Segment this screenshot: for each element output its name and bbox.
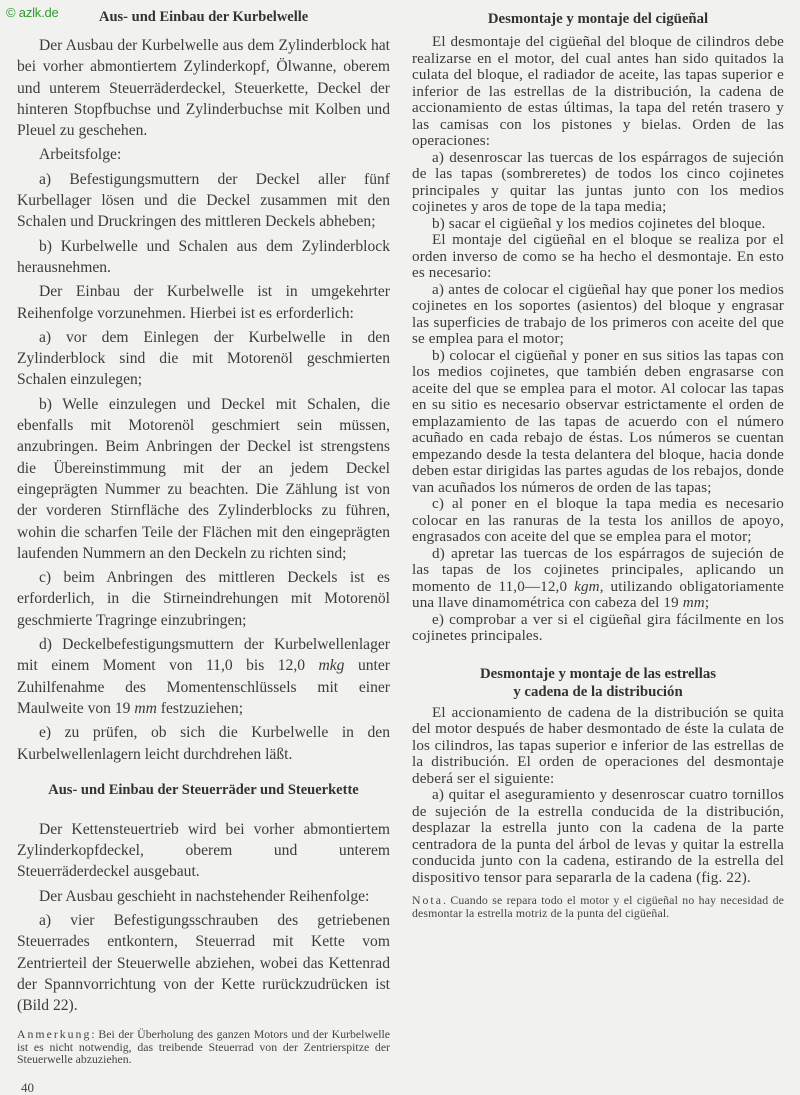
paragraph: El montaje del cigüeñal en el bloque se realiza por el orden inverso de como se ha hecho el desmontaje. En esto es necesario: xyxy=(412,232,784,281)
text: ; xyxy=(704,595,710,611)
note xyxy=(17,1028,390,1066)
paragraph: El desmontaje del cigüeñal del bloque de cilindros debe realizarse en el motor, del cual antes han sido quitados la culata del bloque, el radiador de aceite, las tapas superior e inferior de las estrellas de la distribución, la cadena de accionamiento de estas últimas, la tapa del retén trasero y las camisas con los pistones y bielas. Orden de las operaciones: xyxy=(412,34,784,149)
heading-kurbelwelle: Aus- und Einbau der Kurbelwelle xyxy=(99,9,309,25)
text: d) Deckelbefestigungsmuttern der Kurbelwellenlager mit einem Moment von 11,0 bis 12,0 xyxy=(17,636,390,675)
heading-steuerraeder: Aus- und Einbau der Steuerräder und Steuerkette xyxy=(48,781,359,798)
paragraph: a) antes de colocar el cigüeñal hay que poner los medios cojinetes en los soportes (asientos) del bloque y engrasar las superficies de trabajo de los primeros con aceite del que se emplea para el motor; xyxy=(412,281,784,347)
paragraph xyxy=(412,546,784,612)
paragraph: b) colocar el cigüeñal y poner en sus sitios las tapas con los medios cojinetes, que también deben engrasarse con aceite del que se emplea para el motor. Al colocar las tapas en su sitio es necesario observar estrictamente el orden de emplazamiento de las tapas de acuerdo con el número acuñado en cada rebajo de éstas. Los números se cuentan empezando desde la testa delantera del bloque, hacia donde deben estar dirigidas las partes agudas de los rebajos, donde van acuñados los números de orden de las tapas; xyxy=(412,347,784,496)
watermark: © azlk.de xyxy=(6,5,59,20)
paragraph: Der Ausbau der Kurbelwelle aus dem Zylinderblock hat bei vorher abmontiertem Zylinderkopf, Ölwanne, oberem und unterem Steuerräderdeckel, Steuerkette, Deckel der hinteren Stopfbuchse und Zylinderbuchse mit Kolben und Pleuel zu geschehen. xyxy=(17,37,390,140)
heading-estrellas-line2: y cadena de la distribución xyxy=(513,683,683,700)
paragraph: El accionamiento de cadena de la distribución se quita del motor después de haber desmontado de éste la culata de los cilindros, las tapas superior e inferior de las estrellas de la distribución. El orden de operaciones del desmontaje deberá ser el siguiente: xyxy=(412,704,784,787)
heading-ciguenal: Desmontaje y montaje del cigüeñal xyxy=(487,11,709,27)
paragraph: a) desenroscar las tuercas de los espárragos de sujeción de las tapas (sombreretes) de todos los cinco cojinetes principales y quitar las juntas junto con los medios cojinetes y aros de tope de la tapa media; xyxy=(412,149,784,215)
text: , utilizando obligatoriamente una llave dinamométrica con cabeza del 19 xyxy=(412,578,784,611)
note-text: . Cuando se repara todo el motor y el cigüeñal no hay necesidad de desmontar la estrella motriz de la punta del cigüeñal. xyxy=(412,893,784,920)
paragraph: a) vier Befestigungsschrauben des getriebenen Steuerrades entkontern, Steuerrad mit Kette vom Zentrierteil der Steuerwelle abziehen, wobei das Kettenrad der Spannvorrichtung von der Kette rurückzudrücken ist (Bild 22). xyxy=(17,911,390,1015)
paragraph: e) comprobar a ver si el cigüeñal gira fácilmente en los cojinetes principales. xyxy=(412,611,784,644)
paragraph: Der Ausbau geschieht in nachstehender Reihenfolge: xyxy=(39,887,370,905)
paragraph: c) beim Anbringen des mittleren Deckels ist es erforderlich, in die Stirneindrehungen mit Motorenöl geschmierte Tragringe einzubringen; xyxy=(17,569,390,629)
german-column xyxy=(17,0,390,1095)
note-label: Nota xyxy=(412,893,443,907)
paragraph xyxy=(17,634,390,719)
paragraph: Der Einbau der Kurbelwelle ist in umgekehrter Reihenfolge vorzunehmen. Hierbei ist es erforderlich: xyxy=(17,283,390,322)
page-number: 40 xyxy=(21,1079,34,1095)
unit: kgm xyxy=(574,578,600,595)
text: d) apretar las tuercas de los espárragos de sujeción de las tapas de los cojinetes principales, aplicando un momento de 11,0—12,0 xyxy=(412,545,784,595)
text: festzuziehen; xyxy=(156,699,244,717)
note xyxy=(412,894,784,919)
paragraph: b) Welle einzulegen und Deckel mit Schalen, die ebenfalls mit Motorenöl geschmiert sein müssen, anzubringen. Beim Anbringen der Deckel ist strengstens die Übereinstimmung mit der an jedem Deckel eingeprägten Nummer zu beachten. Die Zählung ist von der vorderen Stirnfläche des Zylinderblocks zu führen, wohin die scharfen Teile der Flächen mit den eingeprägten laufenden Nummern an den Deckeln zu richten sind; xyxy=(17,395,390,562)
unit: mm xyxy=(134,699,157,717)
note-label: Anmerkung xyxy=(17,1027,92,1042)
heading-estrellas: Desmontaje y montaje de las estrellas xyxy=(479,665,717,682)
paragraph: e) zu prüfen, ob sich die Kurbelwelle in den Kurbelwellenlagern leicht durchdrehen läßt. xyxy=(17,724,390,763)
paragraph: a) vor dem Einlegen der Kurbelwelle in den Zylinderblock sind die mit Motorenöl geschmierten Schalen einzulegen; xyxy=(17,328,390,389)
paragraph: b) sacar el cigüeñal y los medios cojinetes del bloque. xyxy=(432,215,766,232)
unit: mkg xyxy=(318,657,345,675)
paragraph: a) quitar el aseguramiento y desenroscar cuatro tornillos de sujeción de la estrella conducida de la distribución, desplazar la estrella junto con la cadena de la parte centradora de la punta del árbol de levas y quitar la estrella conducida junto con la cadena, estirando de la estrella del dispositivo tensor para separarla de la cadena (fig. 22). xyxy=(412,787,784,886)
spanish-column xyxy=(412,0,784,919)
paragraph: Arbeitsfolge: xyxy=(39,146,122,164)
paragraph: c) al poner en el bloque la tapa media es necesario colocar en las ranuras de la testa los anillos de apoyo, engrasados con aceite del que se emplea para el motor; xyxy=(412,496,784,545)
unit: mm xyxy=(682,595,705,611)
text: unter Zuhilfenahme des Momentenschlüssels mit einer Maulweite von 19 xyxy=(17,657,390,717)
paragraph: a) Befestigungsmuttern der Deckel aller fünf Kurbellager lösen und die Deckel zusammen mit den Schalen und Druckringen des mittleren Deckels abheben; xyxy=(17,170,390,231)
paragraph: b) Kurbelwelle und Schalen aus dem Zylinderblock herausnehmen. xyxy=(17,237,390,276)
note-text: : Bei der Überholung des ganzen Motors und der Kurbelwelle ist es nicht notwendig, das treibende Steuerrad von der Zentrierspitze der Steuerwelle abzuziehen. xyxy=(17,1027,390,1067)
paragraph: Der Kettensteuertrieb wird bei vorher abmontiertem Zylinderkopfdeckel, oberem und unterem Steuerräderdeckel ausgebaut. xyxy=(17,820,390,881)
